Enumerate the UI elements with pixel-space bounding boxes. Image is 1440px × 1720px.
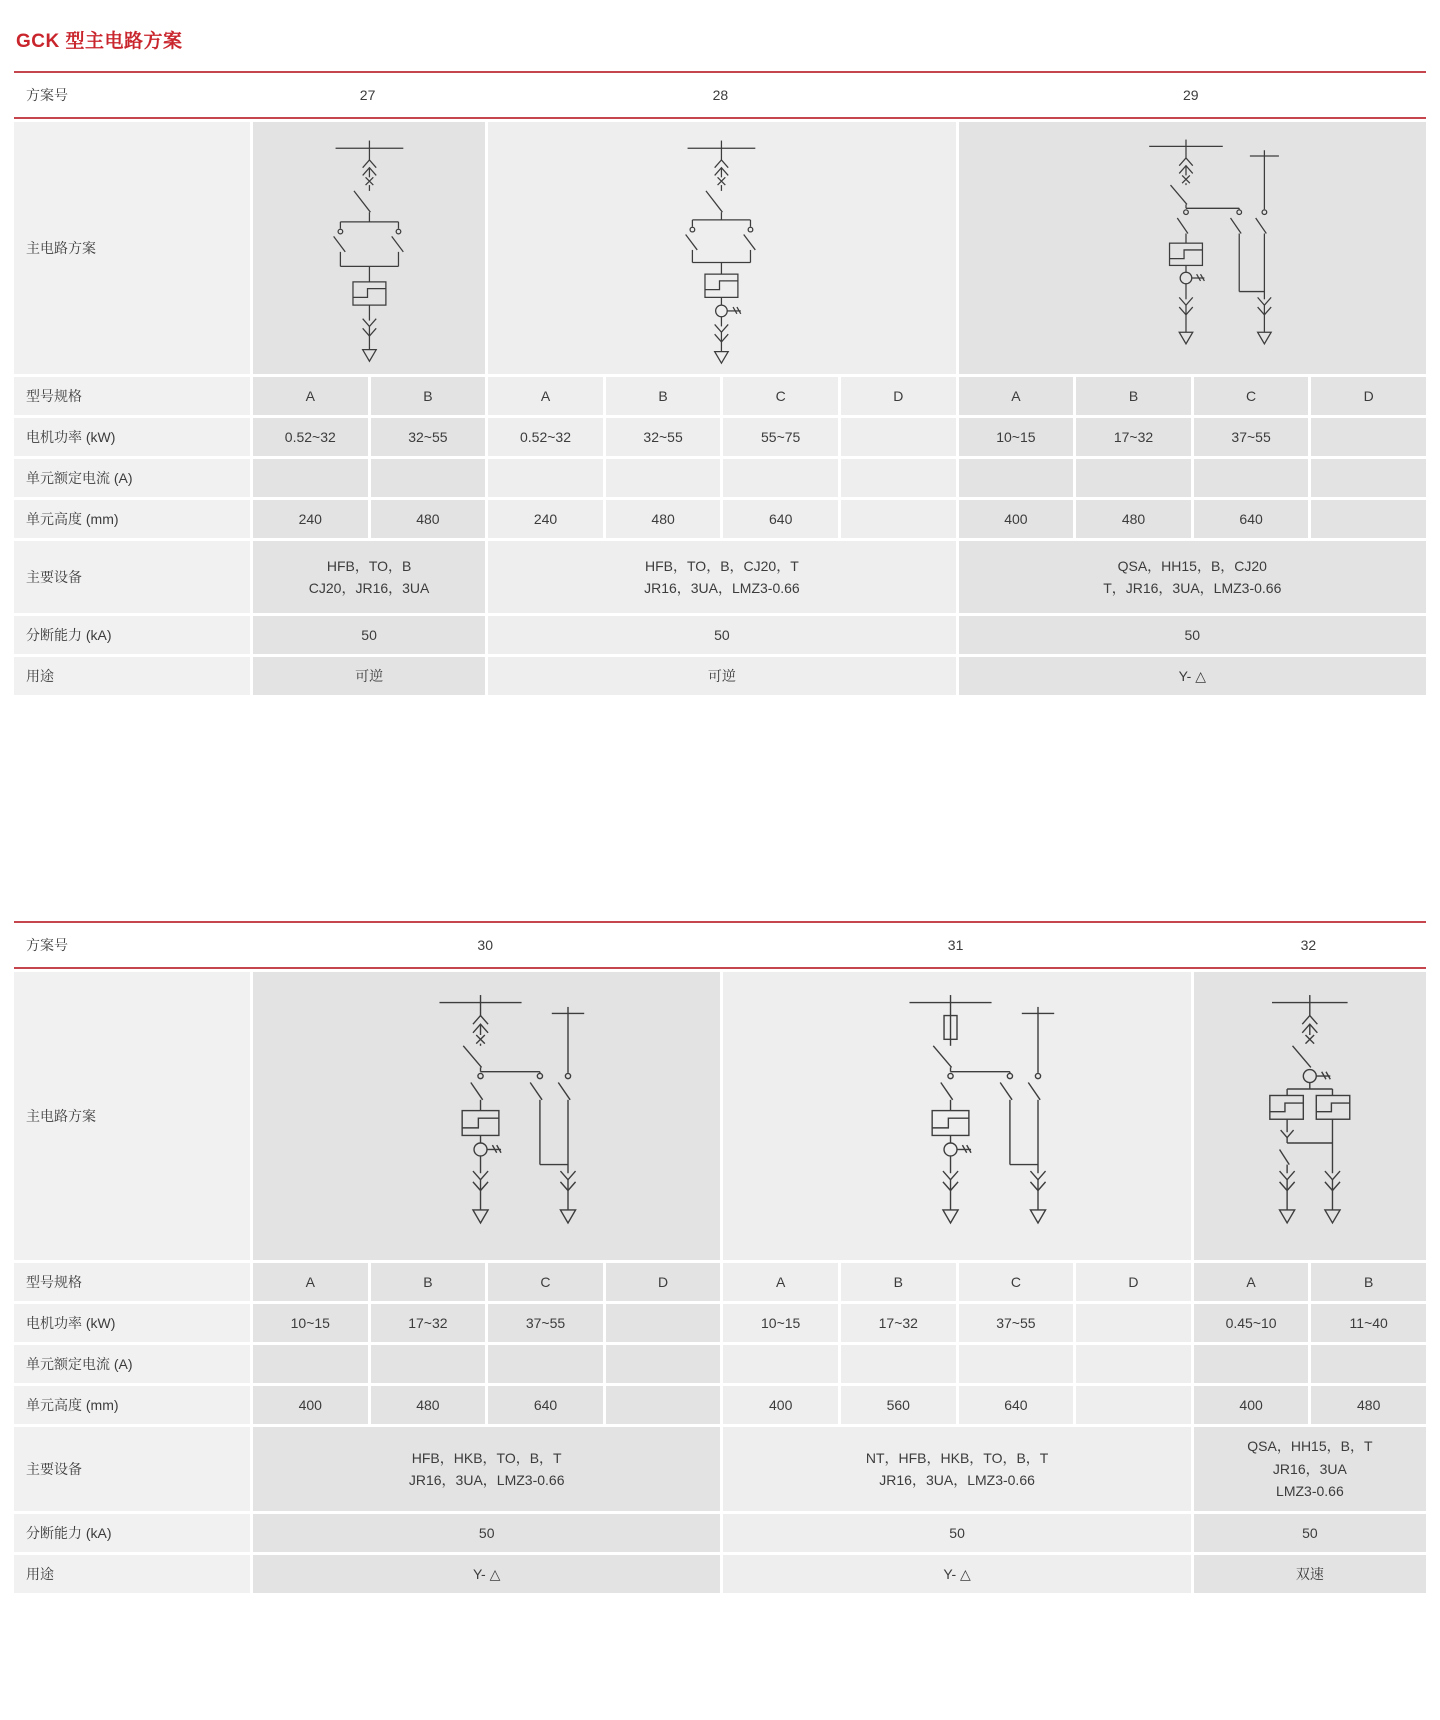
- unit-height-cell: 480: [606, 500, 721, 538]
- model-spec-cell: B: [1311, 1263, 1426, 1301]
- row-label-unit-height: 单元高度 (mm): [14, 1386, 250, 1424]
- model-spec-cell: B: [841, 1263, 956, 1301]
- main-circuit-row: [14, 972, 1426, 1260]
- row-label-model-spec: 型号规格: [14, 377, 250, 415]
- equipment-line: LMZ3-0.66: [1276, 1483, 1344, 1500]
- row-label-unit-height: 单元高度 (mm): [14, 500, 250, 538]
- model-spec-cell: B: [371, 1263, 486, 1301]
- model-spec-cell: C: [1194, 377, 1309, 415]
- equipment-line: JR16，3UA，LMZ3-0.66: [644, 580, 800, 596]
- unit-height-cell: 400: [253, 1386, 368, 1424]
- equipment-line: QSA，HH15，B，T: [1247, 1438, 1373, 1455]
- motor-power-cell: 0.52~32: [253, 418, 368, 456]
- row-label-unit-rated-current: 单元额定电流 (A): [14, 1345, 250, 1383]
- row-label-main-equipment: 主要设备: [14, 541, 250, 613]
- circuit-cell-31: [723, 972, 1190, 1260]
- usage-row: [14, 657, 1426, 695]
- usage-cell: 可逆: [488, 657, 955, 695]
- breaking-capacity-cell: 50: [253, 1514, 720, 1552]
- row-label-usage: 用途: [14, 1555, 250, 1593]
- motor-power-cell: [1076, 1304, 1191, 1342]
- row-label-unit-rated-current: 单元额定电流 (A): [14, 459, 250, 497]
- usage-cell: Y- △: [723, 1555, 1190, 1593]
- motor-power-cell: 10~15: [253, 1304, 368, 1342]
- unit-rated-current-cell: [371, 1345, 486, 1383]
- unit-height-cell: 640: [488, 1386, 603, 1424]
- motor-power-cell: 10~15: [723, 1304, 838, 1342]
- unit-rated-current-cell: [841, 1345, 956, 1383]
- unit-rated-current-cell: [606, 459, 721, 497]
- circuit-diagram-30-star-delta: [379, 981, 595, 1251]
- scheme-table-2: [14, 921, 1426, 1593]
- unit-height-cell: 640: [723, 500, 838, 538]
- row-label-main-circuit: 主电路方案: [14, 972, 250, 1260]
- usage-cell: 双速: [1194, 1555, 1426, 1593]
- unit-rated-current-cell: [253, 1345, 368, 1383]
- circuit-diagram-32-two-speed: [1218, 981, 1402, 1251]
- main-circuit-row: [14, 122, 1426, 374]
- unit-rated-current-cell: [959, 1345, 1074, 1383]
- unit-height-cell: 240: [488, 500, 603, 538]
- row-label-usage: 用途: [14, 657, 250, 695]
- equipment-line: JR16，3UA，LMZ3-0.66: [408, 1472, 565, 1488]
- unit-rated-current-cell: [723, 459, 838, 497]
- scheme-number-32: 32: [1300, 937, 1317, 953]
- usage-cell: 可逆: [253, 657, 485, 695]
- scheme-number-30: 30: [477, 937, 493, 953]
- main-equipment-row: [14, 1427, 1426, 1511]
- unit-rated-current-row: [14, 1345, 1426, 1383]
- row-label-motor-power: 电机功率 (kW): [14, 1304, 250, 1342]
- breaking-capacity-row: [14, 616, 1426, 654]
- unit-height-cell: 640: [1194, 500, 1309, 538]
- circuit-cell-28: [488, 122, 955, 374]
- unit-rated-current-row: [14, 459, 1426, 497]
- unit-height-cell: 480: [1076, 500, 1191, 538]
- equipment-line: JR16，3UA: [1272, 1460, 1347, 1477]
- main-equipment-cell: [253, 541, 485, 613]
- row-label-breaking-capacity: 分断能力 (kA): [14, 616, 250, 654]
- model-spec-row: [14, 1263, 1426, 1301]
- unit-rated-current-cell: [371, 459, 486, 497]
- breaking-capacity-cell: 50: [253, 616, 485, 654]
- main-equipment-cell: [1194, 1427, 1426, 1511]
- equipment-line: HFB，TO，B，CJ20，T: [645, 557, 799, 574]
- unit-rated-current-cell: [1194, 1345, 1309, 1383]
- model-spec-cell: D: [841, 377, 956, 415]
- scheme-number-31: 31: [947, 937, 964, 953]
- unit-height-cell: 400: [1194, 1386, 1309, 1424]
- unit-height-cell: 480: [371, 1386, 486, 1424]
- motor-power-cell: [1311, 418, 1426, 456]
- equipment-line: HFB，HKB，TO，B，T: [411, 1449, 562, 1466]
- equipment-line: QSA，HH15，B，CJ20: [1117, 557, 1267, 574]
- table-body: [14, 119, 1426, 695]
- unit-rated-current-cell: [606, 1345, 721, 1383]
- scheme-number-29: 29: [1183, 87, 1199, 103]
- motor-power-cell: 10~15: [959, 418, 1074, 456]
- unit-rated-current-cell: [488, 459, 603, 497]
- circuit-cell-27: [253, 122, 485, 374]
- unit-height-cell: [606, 1386, 721, 1424]
- unit-rated-current-cell: [841, 459, 956, 497]
- motor-power-cell: 0.45~10: [1194, 1304, 1309, 1342]
- unit-height-cell: 480: [1311, 1386, 1426, 1424]
- model-spec-cell: A: [723, 1263, 838, 1301]
- motor-power-cell: 37~55: [959, 1304, 1074, 1342]
- model-spec-cell: D: [1311, 377, 1426, 415]
- model-spec-cell: B: [606, 377, 721, 415]
- scheme-number-28: 28: [712, 87, 729, 103]
- equipment-line: T，JR16，3UA，LMZ3-0.66: [1103, 580, 1282, 596]
- main-equipment-cell: [959, 541, 1426, 613]
- model-spec-cell: A: [488, 377, 603, 415]
- motor-power-cell: 17~32: [1076, 418, 1191, 456]
- breaking-capacity-cell: 50: [959, 616, 1426, 654]
- unit-height-cell: 240: [253, 500, 368, 538]
- unit-rated-current-cell: [253, 459, 368, 497]
- circuit-cell-29: [959, 122, 1426, 374]
- motor-power-cell: [841, 418, 956, 456]
- unit-rated-current-cell: [959, 459, 1074, 497]
- unit-rated-current-cell: [488, 1345, 603, 1383]
- motor-power-row: [14, 418, 1426, 456]
- model-spec-cell: B: [371, 377, 486, 415]
- unit-height-cell: 400: [723, 1386, 838, 1424]
- main-equipment-row: [14, 541, 1426, 613]
- unit-height-cell: 560: [841, 1386, 956, 1424]
- unit-rated-current-cell: [1311, 1345, 1426, 1383]
- model-spec-cell: A: [959, 377, 1074, 415]
- unit-height-cell: 480: [371, 500, 486, 538]
- row-label-breaking-capacity: 分断能力 (kA): [14, 1514, 250, 1552]
- unit-rated-current-cell: [1076, 1345, 1191, 1383]
- page-title: GCK 型主电路方案: [16, 31, 183, 52]
- model-spec-cell: C: [723, 377, 838, 415]
- usage-row: [14, 1555, 1426, 1593]
- unit-height-row: [14, 500, 1426, 538]
- main-equipment-cell: [253, 1427, 720, 1511]
- row-label-model-spec: 型号规格: [14, 1263, 250, 1301]
- breaking-capacity-cell: 50: [1194, 1514, 1426, 1552]
- scheme-number-27: 27: [359, 87, 376, 103]
- motor-power-cell: 11~40: [1311, 1304, 1426, 1342]
- row-label-motor-power: 电机功率 (kW): [14, 418, 250, 456]
- model-spec-cell: C: [488, 1263, 603, 1301]
- scheme-table-1: [14, 71, 1426, 695]
- circuit-diagram-28-reversing-starter-ct: [644, 127, 799, 369]
- main-equipment-cell: [723, 1427, 1190, 1511]
- motor-power-row: [14, 1304, 1426, 1342]
- motor-power-cell: 32~55: [606, 418, 721, 456]
- model-spec-cell: C: [959, 1263, 1074, 1301]
- equipment-line: NT，HFB，HKB，TO，B，T: [865, 1449, 1049, 1466]
- motor-power-cell: 0.52~32: [488, 418, 603, 456]
- main-equipment-cell: [488, 541, 955, 613]
- motor-power-cell: 37~55: [488, 1304, 603, 1342]
- equipment-line: HFB，TO，B: [326, 557, 412, 574]
- unit-rated-current-cell: [1194, 459, 1309, 497]
- unit-height-cell: [841, 500, 956, 538]
- circuit-diagram-31-star-delta-fuse: [849, 981, 1065, 1251]
- unit-height-cell: [1076, 1386, 1191, 1424]
- model-spec-cell: A: [1194, 1263, 1309, 1301]
- motor-power-cell: 17~32: [841, 1304, 956, 1342]
- breaking-capacity-cell: 50: [488, 616, 955, 654]
- model-spec-cell: D: [1076, 1263, 1191, 1301]
- scheme-number-header-row: [14, 71, 1426, 119]
- unit-height-cell: 400: [959, 500, 1074, 538]
- motor-power-cell: 17~32: [371, 1304, 486, 1342]
- unit-rated-current-cell: [1076, 459, 1191, 497]
- model-spec-row: [14, 377, 1426, 415]
- circuit-cell-30: [253, 972, 720, 1260]
- breaking-capacity-cell: 50: [723, 1514, 1190, 1552]
- table-body: [14, 969, 1426, 1593]
- scheme-number-header-row: [14, 921, 1426, 969]
- motor-power-cell: 37~55: [1194, 418, 1309, 456]
- motor-power-cell: 55~75: [723, 418, 838, 456]
- unit-height-cell: [1311, 500, 1426, 538]
- row-label-main-circuit: 主电路方案: [14, 122, 250, 374]
- model-spec-cell: D: [606, 1263, 721, 1301]
- row-label-scheme-no: 方案号: [26, 937, 68, 953]
- row-label-scheme-no: 方案号: [26, 87, 68, 103]
- row-label-main-equipment: 主要设备: [14, 1427, 250, 1511]
- motor-power-cell: [606, 1304, 721, 1342]
- unit-height-cell: 640: [959, 1386, 1074, 1424]
- model-spec-cell: B: [1076, 377, 1191, 415]
- unit-rated-current-cell: [723, 1345, 838, 1383]
- model-spec-cell: A: [253, 377, 368, 415]
- circuit-cell-32: [1194, 972, 1426, 1260]
- model-spec-cell: A: [253, 1263, 368, 1301]
- equipment-line: CJ20，JR16，3UA: [308, 580, 430, 596]
- motor-power-cell: 32~55: [371, 418, 486, 456]
- usage-cell: Y- △: [253, 1555, 720, 1593]
- unit-height-row: [14, 1386, 1426, 1424]
- unit-rated-current-cell: [1311, 459, 1426, 497]
- equipment-line: JR16，3UA，LMZ3-0.66: [879, 1472, 1035, 1488]
- circuit-diagram-29-star-delta: [1095, 127, 1289, 369]
- breaking-capacity-row: [14, 1514, 1426, 1552]
- circuit-diagram-27-reversing-starter: [292, 127, 447, 369]
- usage-cell: Y- △: [959, 657, 1426, 695]
